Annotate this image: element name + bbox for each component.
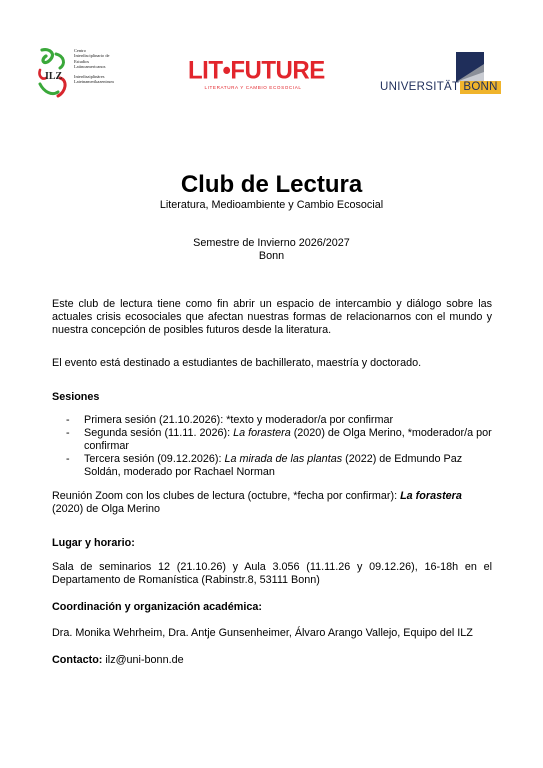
audience-paragraph: El evento está destinado a estudiantes de bachillerato, maestría y doctorado.	[52, 357, 422, 369]
ilz-line: Centro	[74, 48, 86, 53]
page-subtitle: Literatura, Medioambiente y Cambio Ecosocial	[159, 199, 384, 211]
ilz-wordmark	[74, 48, 150, 84]
book-title: La forastera	[233, 427, 291, 439]
city-label: Bonn	[258, 250, 285, 262]
place-text: Sala de seminarios 12 (21.10.26) y Aula 3.056 (11.11.26 y 09.12.26), 16-18h en el Departamento de Romanística (Rabinstr.8, 53111 Bonn)	[52, 561, 492, 586]
place-heading: Lugar y horario:	[52, 537, 135, 549]
zoom-paragraph	[52, 490, 492, 516]
session-item	[66, 427, 492, 453]
coordination-text: Dra. Monika Wehrheim, Dra. Antje Gunsenheimer, Álvaro Arango Vallejo, Equipo del ILZ	[52, 627, 473, 639]
ilz-logo	[36, 46, 146, 100]
ilz-line: Latinoamericanos	[74, 64, 106, 70]
contact-line	[52, 654, 492, 667]
uni-bonn-wordmark	[380, 81, 501, 95]
zoom-text: Reunión Zoom con los clubes de lectura (octubre, *fecha por confirmar):	[52, 490, 401, 502]
page-title: Club de Lectura	[180, 171, 363, 198]
uni-bonn-logo	[378, 52, 508, 98]
list-dash: -	[66, 427, 70, 439]
session-text: Primera sesión (21.10.2026): *texto y moderador/a por confirmar	[84, 414, 394, 426]
ilz-line: Interdisciplinario de	[74, 53, 110, 59]
uni-bonn-emblem-icon	[456, 52, 484, 82]
litfuture-name: LIT•FUTURE	[188, 56, 325, 85]
intro-paragraph: Este club de lectura tiene como fin abrir un espacio de intercambio y diálogo sobre las actuales crisis ecosociales que afectan nuestras formas de relacionarnos con el mundo y nuestra concepción de posibles futuros desde la literatura.	[52, 298, 492, 336]
coordination-heading: Coordinación y organización académica:	[52, 601, 262, 613]
session-text: (2020) de Olga Merino, *moderador/a por confirmar	[84, 427, 492, 452]
uni-bonn-word: UNIVERSITÄT	[380, 81, 460, 93]
zoom-text: (2020) de Olga Merino	[52, 503, 161, 515]
litfuture-logo	[188, 56, 325, 98]
session-item	[66, 414, 492, 427]
ilz-line: Estudios	[74, 58, 90, 64]
sessions-heading: Sesiones	[52, 391, 100, 403]
list-dash: -	[66, 453, 70, 465]
semester-label: Semestre de Invierno 2026/2027	[193, 237, 350, 249]
session-text: (2022) de Edmundo Paz Soldán, moderado por Rachael Norman	[84, 453, 463, 478]
session-text: Segunda sesión (11.11. 2026):	[84, 427, 234, 439]
ilz-mark: ILZ	[45, 71, 63, 82]
sessions-list	[66, 414, 492, 479]
session-item	[66, 453, 492, 479]
list-dash: -	[66, 414, 70, 426]
ilz-line: Lateinamerikazentrum	[74, 79, 114, 85]
ilz-line: Interdisziplinäres	[74, 73, 105, 79]
litfuture-tagline: LITERATURA Y CAMBIO ECOSOCIAL	[204, 85, 302, 90]
book-title: La forastera	[400, 490, 462, 502]
uni-bonn-box-word: BONN	[460, 81, 500, 94]
ilz-emblem-icon	[36, 46, 74, 100]
session-text: Tercera sesión (09.12.2026):	[84, 453, 225, 465]
contact-email[interactable]: ilz@uni-bonn.de	[105, 654, 184, 666]
book-title: La mirada de las plantas	[224, 453, 343, 465]
contact-label: Contacto:	[52, 654, 103, 666]
